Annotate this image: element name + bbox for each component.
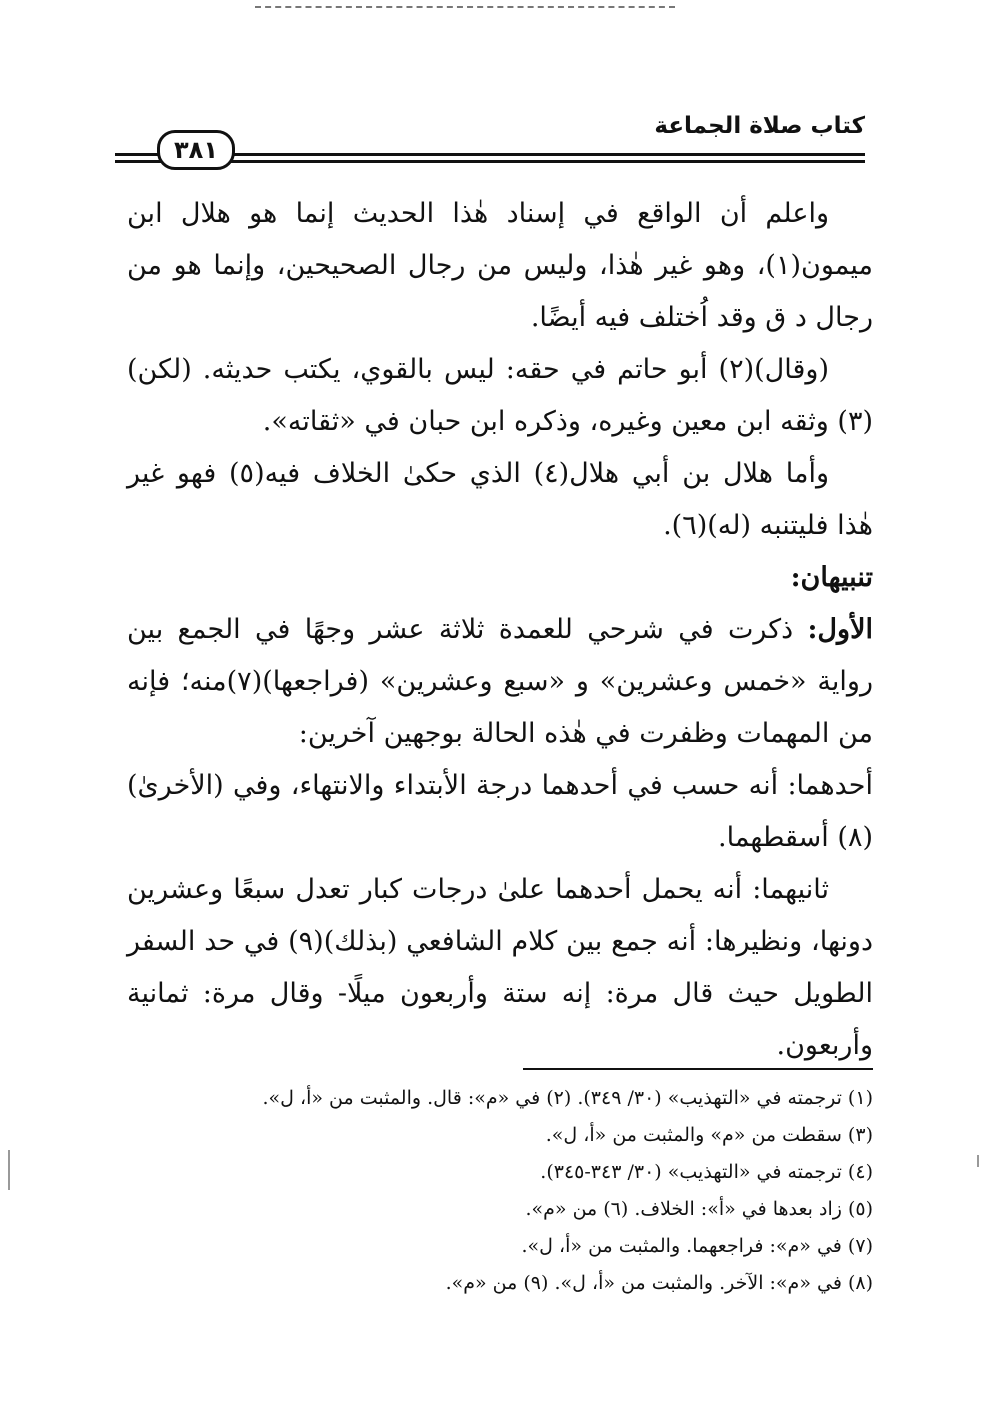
paragraph-2: (وقال)(٢) أبو حاتم في حقه: ليس بالقوي، يكتب حديثه. (لكن)(٣) وثقه ابن معين وغيره، وذكره ابن حبان في «ثقاته». bbox=[127, 354, 873, 437]
page-number: ٣٨١ bbox=[157, 130, 235, 170]
footnote-line: (٧) في «م»: فراجعهما. والمثبت من «أ، ل». bbox=[521, 1235, 873, 1257]
left-scan-mark bbox=[8, 1150, 10, 1190]
section-heading: تنبيهان: bbox=[790, 562, 873, 593]
footnotes bbox=[127, 1080, 873, 1302]
footnote-line: (٤) ترجمته في «التهذيب» (٣٠/ ٣٤٣-٣٤٥). bbox=[540, 1161, 873, 1183]
paragraph-3: وأما هلال بن أبي هلال(٤) الذي حكىٰ الخلاف فيه(٥) فهو غير هٰذا فليتنبه (له)(٦). bbox=[127, 458, 873, 541]
footnote-line: (٥) زاد بعدها في «أ»: الخلاف. (٦) من «م». bbox=[525, 1198, 873, 1220]
footnote-line: (٣) سقطت من «م» والمثبت من «أ، ل». bbox=[545, 1124, 873, 1146]
main-text bbox=[127, 188, 873, 1072]
footnote-line: (١) ترجمته في «التهذيب» (٣٠/ ٣٤٩). (٢) في «م»: قال. والمثبت من «أ، ل». bbox=[262, 1087, 873, 1109]
paragraph-first-way: أحدهما: أنه حسب في أحدهما درجة الأبتداء والانتهاء، وفي (الأخرىٰ)(٨) أسقطهما. bbox=[127, 770, 873, 853]
footnote-line: (٨) في «م»: الآخر. والمثبت من «أ، ل». (٩) من «م». bbox=[445, 1272, 873, 1294]
right-scan-mark bbox=[977, 1155, 979, 1167]
top-scan-border bbox=[255, 6, 675, 10]
paragraph-1: واعلم أن الواقع في إسناد هٰذا الحديث إنما هو هلال ابن ميمون(١)، وهو غير هٰذا، وليس من رجال الصحيحين، وإنما هو من رجال د ق وقد اُختلف فيه أيضًا. bbox=[127, 198, 873, 333]
footnote-separator bbox=[523, 1068, 873, 1070]
paragraph-second-way: ثانيهما: أنه يحمل أحدهما علىٰ درجات كبار تعدل سبعًا وعشرين دونها، ونظيرها: أنه جمع بين كلام الشافعي (بذلك)(٩) في حد السفر الطويل حيث قال مرة: إنه ستة وأربعون ميلًا- وقال مرة: ثمانية وأربعون. bbox=[127, 874, 873, 1061]
first-note-lead: الأول: bbox=[807, 614, 873, 645]
page-header bbox=[115, 110, 865, 170]
first-note-text: ذكرت في شرحي للعمدة ثلاثة عشر وجهًا في الجمع بين رواية «خمس وعشرين» و «سبع وعشرين» (فراجعها)(٧)منه؛ فإنه من المهمات وظفرت في هٰذه الحالة بوجهين آخرين: bbox=[127, 614, 873, 749]
chapter-title: كتاب صلاة الجماعة bbox=[654, 113, 865, 139]
paragraph-first-note bbox=[127, 604, 873, 760]
